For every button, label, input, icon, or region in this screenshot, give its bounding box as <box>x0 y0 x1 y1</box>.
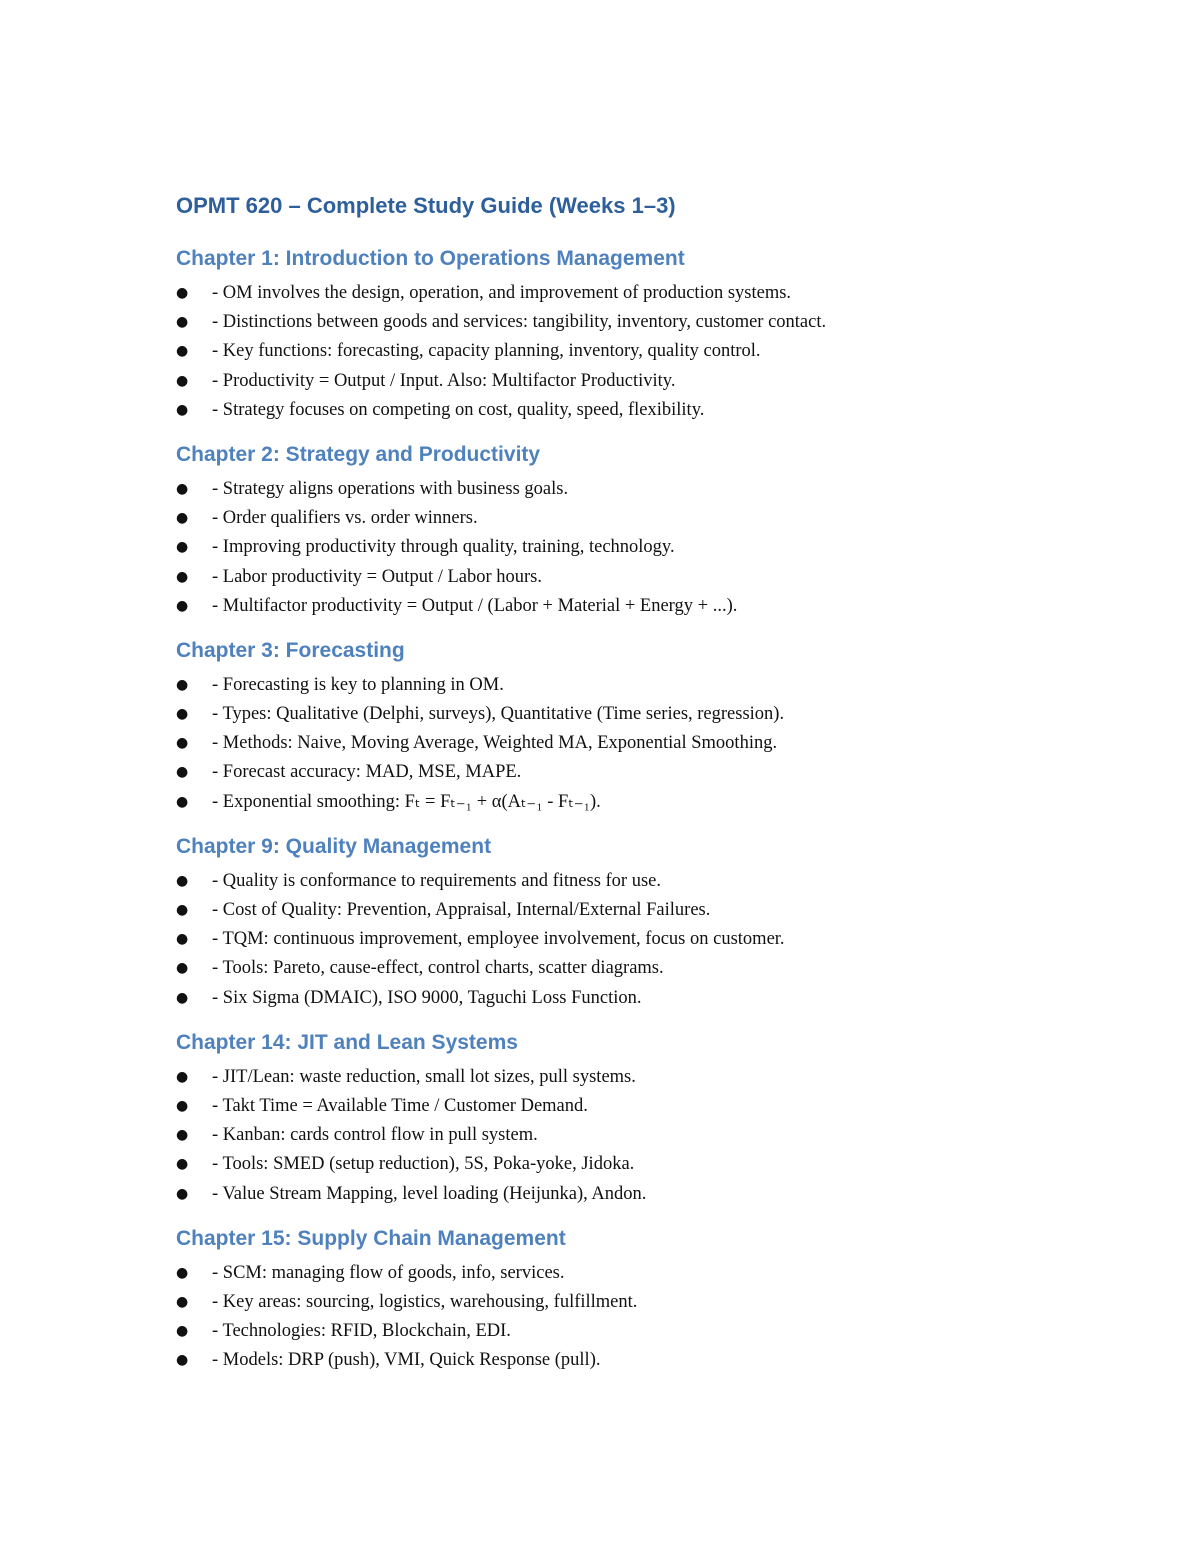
bullet-icon: ● <box>176 902 189 918</box>
list-item-text: - Distinctions between goods and services: tangibility, inventory, customer contact. <box>212 312 827 333</box>
list-item <box>176 1317 1076 1346</box>
list-item <box>176 592 1076 621</box>
list-item <box>176 279 1076 308</box>
bullet-icon: ● <box>176 1323 189 1340</box>
list-item <box>176 308 1076 337</box>
list-item-text: - Technologies: RFID, Blockchain, EDI. <box>212 1321 511 1342</box>
list-item-text: - Quality is conformance to requirements and fitness for use. <box>212 870 662 891</box>
bullet-list <box>176 671 1076 817</box>
bullet-icon: ● <box>176 568 189 585</box>
list-item-text: - Strategy focuses on competing on cost, quality, speed, flexibility. <box>212 399 705 420</box>
list-item <box>176 729 1076 758</box>
list-item <box>176 954 1076 983</box>
list-item <box>176 867 1076 896</box>
list-item <box>176 700 1076 729</box>
bullet-icon: ● <box>176 872 189 889</box>
list-item <box>176 475 1076 504</box>
bullet-icon: ● <box>176 1097 189 1114</box>
bullet-icon: ● <box>176 960 189 977</box>
list-item <box>176 758 1076 787</box>
list-item-text: - Tools: SMED (setup reduction), 5S, Poka-yoke, Jidoka. <box>212 1154 635 1175</box>
bullet-icon: ● <box>176 510 189 527</box>
list-item-text: - Order qualifiers vs. order winners. <box>212 508 478 529</box>
list-item <box>176 1063 1076 1092</box>
list-item <box>176 504 1076 533</box>
list-item <box>176 533 1076 562</box>
list-item <box>176 1180 1076 1209</box>
bullet-icon: ● <box>176 372 189 389</box>
list-item-text: - Forecast accuracy: MAD, MSE, MAPE. <box>212 762 522 783</box>
bullet-icon: ● <box>176 1264 189 1281</box>
list-item-text: - Methods: Naive, Moving Average, Weighted MA, Exponential Smoothing. <box>212 733 778 754</box>
list-item <box>176 788 1076 817</box>
list-item-text: - Key functions: forecasting, capacity planning, inventory, quality control. <box>212 341 761 362</box>
chapter-section <box>176 1223 1076 1376</box>
bullet-icon: ● <box>176 793 189 810</box>
bullet-icon: ● <box>176 989 189 1006</box>
list-item-text: - Types: Qualitative (Delphi, surveys), Quantitative (Time series, regression). <box>212 704 785 725</box>
bullet-list <box>176 475 1076 621</box>
list-item <box>176 896 1076 925</box>
bullet-icon: ● <box>176 401 189 418</box>
list-item <box>176 1259 1076 1288</box>
list-item <box>176 1092 1076 1121</box>
chapter-section <box>176 635 1076 817</box>
bullet-icon: ● <box>176 931 189 948</box>
chapter-section <box>176 1027 1076 1209</box>
chapter-section <box>176 831 1076 1013</box>
bullet-icon: ● <box>176 735 189 752</box>
chapter-section <box>176 439 1076 621</box>
list-item-text: - Exponential smoothing: Fₜ = Fₜ₋₁ + α(Aₜ₋₁ - Fₜ₋₁). <box>212 791 601 812</box>
bullet-icon: ● <box>176 285 189 301</box>
bullet-icon: ● <box>176 539 189 556</box>
list-item-text: - Takt Time = Available Time / Customer Demand. <box>212 1095 588 1116</box>
list-item-text: - Multifactor productivity = Output / (Labor + Material + Energy + ...). <box>212 595 738 616</box>
list-item <box>176 984 1076 1013</box>
list-item <box>176 337 1076 366</box>
list-item-text: - Models: DRP (push), VMI, Quick Response (pull). <box>212 1350 601 1371</box>
chapter-heading: Chapter 2: Strategy and Productivity <box>176 442 541 466</box>
bullet-icon: ● <box>176 1185 189 1202</box>
list-item-text: - Kanban: cards control flow in pull system. <box>212 1125 538 1146</box>
list-item <box>176 1346 1076 1375</box>
page-title: OPMT 620 – Complete Study Guide (Weeks 1–3) <box>176 193 676 218</box>
chapter-section <box>176 243 1076 425</box>
list-item-text: - Cost of Quality: Prevention, Appraisal, Internal/External Failures. <box>212 900 711 920</box>
bullet-list <box>176 1063 1076 1209</box>
bullet-icon: ● <box>176 1352 189 1369</box>
bullet-icon: ● <box>176 676 189 693</box>
bullet-icon: ● <box>176 1156 189 1173</box>
list-item-text: - Tools: Pareto, cause-effect, control charts, scatter diagrams. <box>212 958 664 979</box>
list-item-text: - Strategy aligns operations with business goals. <box>212 478 569 499</box>
list-item <box>176 1121 1076 1150</box>
list-item-text: - Forecasting is key to planning in OM. <box>212 674 504 695</box>
bullet-icon: ● <box>176 764 189 781</box>
bullet-icon: ● <box>176 706 189 723</box>
list-item-text: - Value Stream Mapping, level loading (Heijunka), Andon. <box>212 1183 647 1204</box>
list-item-text: - Key areas: sourcing, logistics, warehousing, fulfillment. <box>212 1291 638 1312</box>
chapter-heading: Chapter 14: JIT and Lean Systems <box>176 1030 518 1054</box>
list-item-text: - OM involves the design, operation, and improvement of production systems. <box>212 283 792 303</box>
chapter-list <box>176 243 1076 1375</box>
list-item <box>176 367 1076 396</box>
list-item <box>176 563 1076 592</box>
bullet-icon: ● <box>176 314 189 331</box>
bullet-list <box>176 1259 1076 1376</box>
bullet-icon: ● <box>176 480 189 497</box>
bullet-icon: ● <box>176 1068 189 1085</box>
bullet-icon: ● <box>176 1293 189 1310</box>
bullet-icon: ● <box>176 343 189 360</box>
chapter-heading: Chapter 9: Quality Management <box>176 834 492 858</box>
bullet-icon: ● <box>176 597 189 614</box>
list-item <box>176 1150 1076 1179</box>
chapter-heading: Chapter 1: Introduction to Operations Management <box>176 247 685 270</box>
list-item-text: - Labor productivity = Output / Labor hours. <box>212 566 543 587</box>
list-item <box>176 925 1076 954</box>
list-item-text: - Six Sigma (DMAIC), ISO 9000, Taguchi Loss Function. <box>212 987 642 1008</box>
list-item-text: - Productivity = Output / Input. Also: Multifactor Productivity. <box>212 370 676 391</box>
list-item <box>176 396 1076 425</box>
list-item <box>176 1288 1076 1317</box>
list-item-text: - JIT/Lean: waste reduction, small lot sizes, pull systems. <box>212 1066 636 1087</box>
bullet-icon: ● <box>176 1127 189 1144</box>
list-item-text: - Improving productivity through quality, training, technology. <box>212 537 675 558</box>
list-item-text: - TQM: continuous improvement, employee involvement, focus on customer. <box>212 929 785 950</box>
chapter-heading: Chapter 15: Supply Chain Management <box>176 1226 566 1250</box>
chapter-heading: Chapter 3: Forecasting <box>176 638 405 662</box>
document-body <box>176 190 1076 1389</box>
bullet-list <box>176 279 1076 425</box>
list-item <box>176 671 1076 700</box>
bullet-list <box>176 867 1076 1013</box>
list-item-text: - SCM: managing flow of goods, info, services. <box>212 1262 565 1283</box>
